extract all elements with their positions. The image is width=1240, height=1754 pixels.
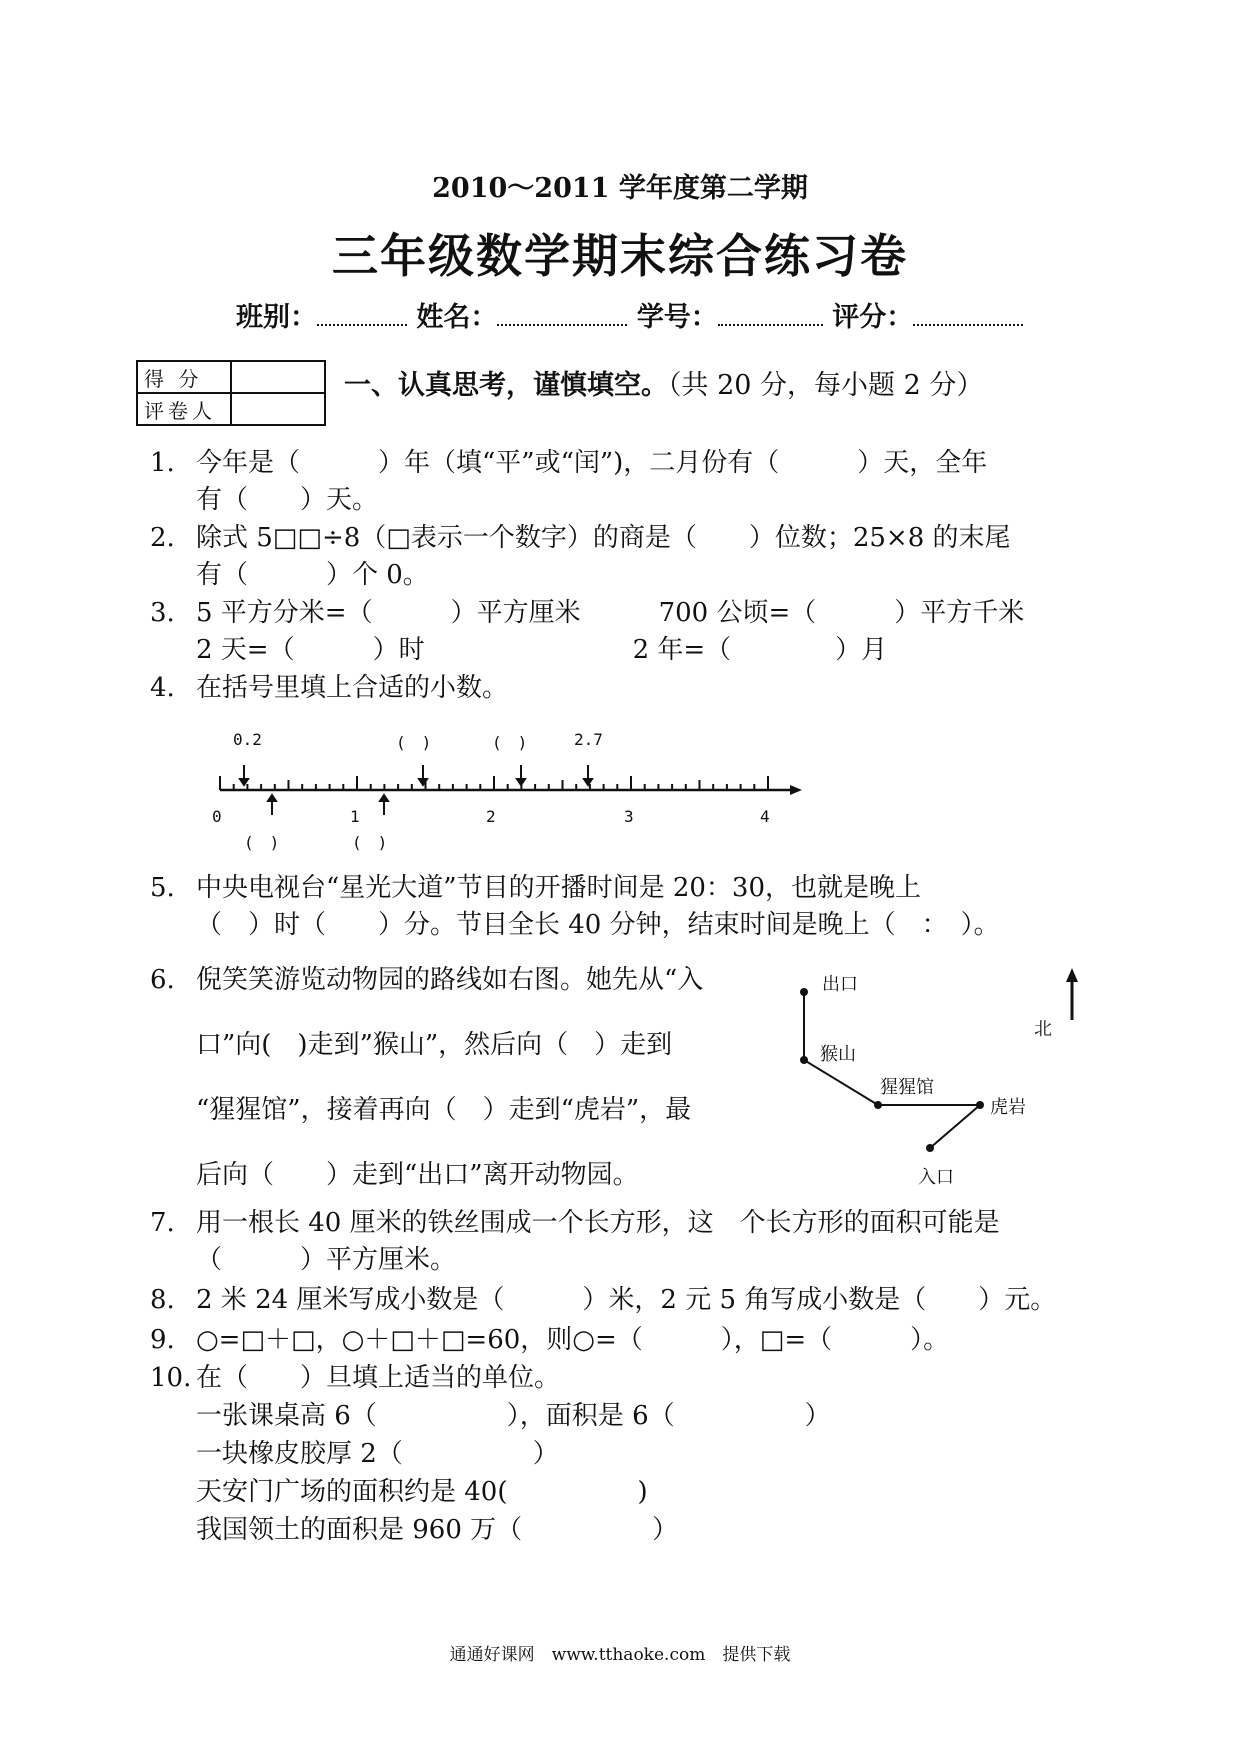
up-arrowhead-blank-1	[268, 795, 276, 801]
question-2: 2. 除式 5□□÷8（□表示一个数字）的商是（ ）位数；25×8 的末尾	[150, 523, 1011, 553]
question-1-cont: 有（ ）天。	[196, 485, 379, 515]
name-blank[interactable]	[497, 300, 627, 326]
grader-label: 评卷人	[137, 393, 231, 425]
nl-label-blank-bottom-2: ( )	[352, 833, 388, 852]
nl-tick-3: 3	[624, 807, 634, 826]
question-10-item-c: 天安门广场的面积约是 40( )	[196, 1477, 648, 1507]
nl-label-0-2: 0.2	[233, 730, 262, 749]
entrance-point	[926, 1144, 934, 1152]
question-10: 10. 在（ ）旦填上适当的单位。	[150, 1363, 561, 1393]
question-8: 8. 2 米 24 厘米写成小数是（ ）米，2 元 5 角写成小数是（ ）元。	[150, 1285, 1057, 1315]
question-6-line-2: 口”向( )走到”猴山”，然后向（ ）走到	[196, 1030, 673, 1060]
map-label-monkey: 猴山	[820, 1044, 856, 1065]
question-7-cont: （ ）平方厘米。	[196, 1245, 457, 1275]
score-blank[interactable]	[913, 300, 1023, 326]
map-label-north: 北	[1034, 1019, 1052, 1040]
question-10-item-b: 一块橡皮胶厚 2（ ）	[196, 1439, 559, 1469]
grader-value[interactable]	[231, 393, 325, 425]
question-1: 1. 今年是（ ）年（填“平”或“闰”)，二月份有（ ）天，全年	[150, 448, 988, 478]
question-6-line-4: 后向（ ）走到“出口”离开动物园。	[196, 1160, 639, 1190]
nl-tick-1: 1	[350, 807, 360, 826]
question-10-item-a: 一张课桌高 6（ ），面积是 6（ ）	[196, 1401, 831, 1431]
question-7: 7. 用一根长 40 厘米的铁丝围成一个长方形，这 个长方形的面积可能是	[150, 1208, 1000, 1238]
question-3: 3. 5 平方分米=（ ）平方厘米 700 公顷=（ ）平方千米	[150, 598, 1025, 628]
map-label-exit: 出口	[822, 974, 858, 995]
north-arrowhead	[1066, 968, 1078, 982]
question-9: 9. ○=□＋□，○＋□＋□=60，则○=（ ），□=（ ）。	[150, 1325, 950, 1355]
question-6-line-3: “猩猩馆”，接着再向（ ）走到“虎岩”，最	[196, 1095, 692, 1125]
score-box-label: 得 分	[137, 361, 231, 393]
nl-label-blank-top-1: ( )	[396, 733, 432, 752]
student-number-label: 学号：	[636, 302, 718, 333]
up-arrowhead-blank-2	[380, 795, 388, 801]
map-label-gorilla: 猩猩馆	[880, 1077, 934, 1098]
nl-label-blank-bottom-1: ( )	[244, 833, 280, 852]
score-box-value[interactable]	[231, 361, 325, 393]
section-1-title: 一、认真思考，谨慎填空。	[344, 370, 668, 401]
nl-tick-4: 4	[760, 807, 770, 826]
student-number-blank[interactable]	[718, 300, 823, 326]
footer-credit: 通通好课网 www.tthaoke.com 提供下载	[449, 1645, 791, 1665]
zoo-route-path	[804, 992, 980, 1148]
question-5-cont: （ ）时（ ）分。节目全长 40 分钟，结束时间是晚上（ ： ）。	[196, 910, 1000, 940]
exit-point	[800, 988, 808, 996]
section-1-heading	[344, 363, 983, 402]
question-3-cont: 2 天=（ ）时 2 年=（ ）月	[196, 635, 888, 665]
number-line-arrowhead	[790, 785, 802, 795]
gorilla-point	[874, 1101, 882, 1109]
question-6: 6. 倪笑笑游览动物园的路线如右图。她先从“入	[150, 965, 704, 995]
nl-tick-0: 0	[212, 807, 222, 826]
down-arrowhead-blank-2	[517, 779, 525, 785]
question-10-item-d: 我国领土的面积是 960 万（ ）	[196, 1515, 679, 1545]
nl-label-blank-top-2: ( )	[492, 733, 528, 752]
question-2-cont: 有（ ）个 0。	[196, 560, 429, 590]
exam-subtitle: 2010～2011 学年度第二学期	[432, 173, 808, 204]
question-5: 5. 中央电视台“星光大道”节目的开播时间是 20：30，也就是晚上	[150, 873, 922, 903]
score-label: 评分：	[832, 302, 914, 333]
score-box	[136, 360, 326, 426]
nl-label-2-7: 2.7	[574, 730, 603, 749]
map-label-tiger: 虎岩	[990, 1097, 1026, 1118]
monkey-point	[800, 1056, 808, 1064]
exam-title: 三年级数学期末综合练习卷	[332, 229, 908, 283]
question-4: 4. 在括号里填上合适的小数。	[150, 673, 509, 703]
map-label-entrance: 入口	[918, 1167, 954, 1188]
class-blank[interactable]	[317, 300, 407, 326]
class-label: 班别：	[236, 302, 317, 333]
tiger-point	[976, 1101, 984, 1109]
nl-tick-2: 2	[486, 807, 496, 826]
student-info-line	[236, 295, 1023, 334]
section-1-note: （共 20 分，每小题 2 分）	[668, 370, 984, 401]
name-label: 姓名：	[416, 302, 498, 333]
